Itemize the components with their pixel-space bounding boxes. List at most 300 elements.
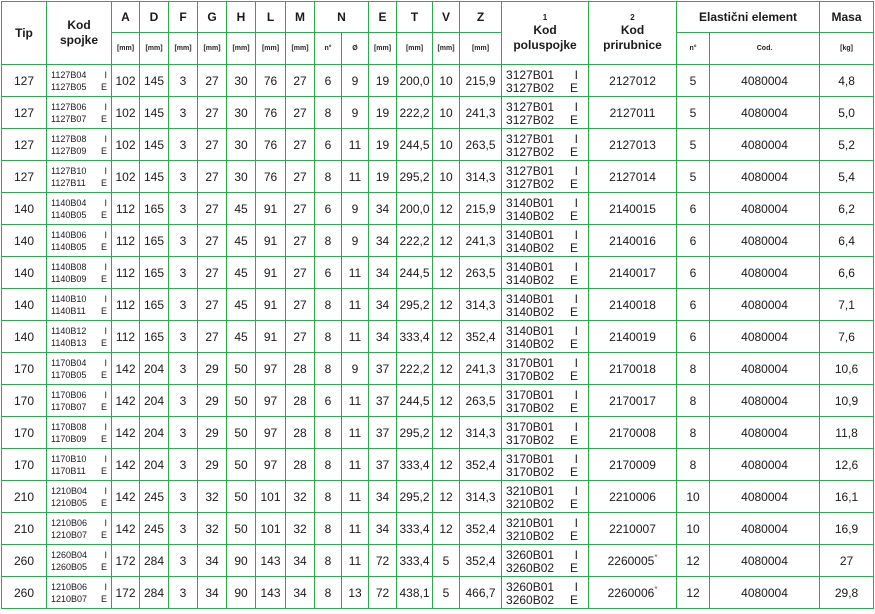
cell-z: 314,3 [460,417,502,449]
poluspojke-i-suffix: I [574,483,579,498]
cell-tip: 140 [2,289,47,321]
poluspojke-e-value: 3260B02 [506,592,555,607]
poluspojke-e-value: 3127B02 [506,144,555,159]
cell-t: 333,4 [397,321,433,353]
cell-elastic-code: 4080004 [710,513,820,545]
kod-spojke-line-i [51,421,111,433]
cell-z: 263,5 [460,129,502,161]
cell-z: 352,4 [460,545,502,577]
kod-spojke-e-value: 1170B05 [51,369,87,380]
cell-masa: 11,8 [820,417,874,449]
poluspojke-line-e [506,145,588,158]
poluspojke-line-e [506,593,588,606]
poluspojke-line-i [506,484,588,497]
cell-n: 6 [315,65,342,97]
poluspojke-line-e [506,401,588,414]
kod-spojke-e-suffix: E [100,305,107,316]
prirubnice-value: 2260006 [607,586,655,600]
cell-h: 50 [227,353,256,385]
cell-v: 12 [433,481,460,513]
cell-v: 12 [433,417,460,449]
cell-kod-poluspojke [502,545,589,577]
cell-h: 50 [227,417,256,449]
cell-l: 91 [256,193,286,225]
cell-kod-spojke [47,481,112,513]
units-row [2,33,874,65]
cell-e: 37 [369,353,397,385]
cell-z: 314,3 [460,481,502,513]
cell-tip: 127 [2,129,47,161]
kod-spojke-line-i [51,357,111,369]
unit-f: [mm] [169,33,198,65]
cell-kod-prirubnice [589,545,677,577]
kod-spojke-i-value: 1170B10 [51,453,87,464]
cell-l: 97 [256,417,286,449]
cell-kod-prirubnice [589,129,677,161]
poluspojke-i-suffix: I [574,259,579,274]
cell-z: 352,4 [460,449,502,481]
kod-spojke-e-value: 1170B09 [51,433,87,444]
col-v-header: V [433,2,460,33]
cell-n: 8 [315,577,342,609]
cell-o: 11 [342,385,369,417]
cell-z: 314,3 [460,289,502,321]
kod-spojke-i-value: 1127B08 [51,133,87,144]
kod-spojke-i-suffix: I [104,453,107,464]
poluspojke-line-e [506,561,588,574]
poluspojke-i-value: 3170B01 [506,355,555,370]
cell-n: 6 [315,257,342,289]
poluspojke-line-i [506,196,588,209]
poluspojke-line-i [506,68,588,81]
cell-kod-prirubnice [589,449,677,481]
cell-a: 102 [112,97,140,129]
prirubnice-value: 2140018 [609,298,656,312]
cell-kod-spojke [47,65,112,97]
cell-kod-prirubnice [589,65,677,97]
cell-masa: 16,9 [820,513,874,545]
poluspojke-line-e [506,113,588,126]
kod-spojke-line-e [51,337,111,349]
cell-d: 165 [140,321,169,353]
cell-g: 27 [198,129,227,161]
unit-n-count: n° [315,33,342,65]
cell-elastic-code: 4080004 [710,257,820,289]
kod-spojke-i-suffix: I [104,101,107,112]
prirubnice-value: 2140019 [609,330,656,344]
cell-l: 97 [256,353,286,385]
cell-tip: 260 [2,545,47,577]
kod-spojke-line-e [51,561,111,573]
kod-spojke-e-suffix: E [100,497,107,508]
table-row [2,417,874,449]
cell-z: 215,9 [460,65,502,97]
cell-kod-spojke [47,129,112,161]
cell-kod-poluspojke [502,65,589,97]
cell-elastic-code: 4080004 [710,161,820,193]
kod-spojke-i-value: 1127B06 [51,101,87,112]
cell-masa: 4,8 [820,65,874,97]
poluspojke-e-value: 3127B02 [506,112,555,127]
cell-elastic-code: 4080004 [710,225,820,257]
poluspojke-e-value: 3140B02 [506,240,555,255]
cell-m: 32 [286,481,315,513]
cell-e: 37 [369,385,397,417]
cell-a: 142 [112,385,140,417]
cell-m: 27 [286,129,315,161]
cell-o: 9 [342,65,369,97]
kod-spojke-e-value: 1140B05 [51,241,87,252]
cell-a: 112 [112,257,140,289]
cell-t: 244,5 [397,129,433,161]
cell-n: 8 [315,289,342,321]
kod-spojke-e-suffix: E [100,465,107,476]
cell-elastic-count: 6 [677,321,710,353]
prirubnice-value: 2170009 [609,458,656,472]
kod-spojke-i-value: 1140B08 [51,261,87,272]
poluspojke-e-suffix: E [570,336,579,351]
kod-spojke-i-value: 1260B04 [51,549,88,560]
poluspojke-e-suffix: E [570,368,579,383]
cell-elastic-count: 6 [677,193,710,225]
poluspojke-i-value: 3140B01 [506,195,555,210]
cell-g: 29 [198,449,227,481]
poluspojke-i-value: 3210B01 [506,483,555,498]
poluspojke-line-e [506,209,588,222]
coupling-spec-table [1,1,874,609]
cell-tip: 170 [2,449,47,481]
table-row [2,129,874,161]
poluspojke-i-value: 3127B01 [506,131,555,146]
unit-v: [mm] [433,33,460,65]
cell-h: 50 [227,481,256,513]
kod-spojke-line-i [51,325,111,337]
cell-kod-poluspojke [502,385,589,417]
cell-elastic-code: 4080004 [710,353,820,385]
cell-e: 34 [369,257,397,289]
cell-d: 145 [140,65,169,97]
kod-spojke-i-suffix: I [104,485,107,496]
kod-spojke-i-value: 1127B04 [51,69,87,80]
cell-t: 295,2 [397,289,433,321]
cell-f: 3 [169,353,198,385]
cell-masa: 16,1 [820,481,874,513]
poluspojke-e-suffix: E [570,432,579,447]
poluspojke-e-suffix: E [570,592,579,607]
cell-kod-spojke [47,289,112,321]
cell-a: 102 [112,129,140,161]
prirubnice-footnote-star: * [654,553,658,562]
unit-elastic-code: Cod. [710,33,820,65]
cell-g: 27 [198,161,227,193]
cell-v: 10 [433,97,460,129]
table-row [2,449,874,481]
table-row [2,577,874,609]
cell-v: 10 [433,129,460,161]
kod-spojke-line-i [51,101,111,113]
cell-t: 333,4 [397,545,433,577]
kod-spojke-e-suffix: E [100,337,107,348]
kod-spojke-line-e [51,145,111,157]
cell-f: 3 [169,129,198,161]
prirubnice-value: 2127011 [609,106,656,120]
kod-spojke-line-e [51,529,111,541]
poluspojke-line-e [506,369,588,382]
prirubnice-value: 2170018 [609,362,656,376]
cell-m: 27 [286,193,315,225]
cell-elastic-count: 6 [677,289,710,321]
cell-n: 8 [315,449,342,481]
poluspojke-e-value: 3170B02 [506,368,555,383]
kod-spojke-line-i [51,165,111,177]
kod-spojke-e-value: 1127B05 [51,81,87,92]
poluspojke-e-value: 3127B02 [506,80,555,95]
cell-l: 101 [256,481,286,513]
cell-kod-poluspojke [502,353,589,385]
cell-elastic-code: 4080004 [710,449,820,481]
kod-spojke-line-e [51,497,111,509]
cell-f: 3 [169,385,198,417]
kod-spojke-e-suffix: E [100,529,107,540]
unit-masa: [kg] [820,33,874,65]
poluspojke-e-value: 3140B02 [506,304,555,319]
kod-spojke-i-suffix: I [104,357,107,368]
poluspojke-i-value: 3127B01 [506,67,555,82]
poluspojke-line-e [506,497,588,510]
kod-spojke-i-value: 1210B06 [51,517,88,528]
cell-v: 5 [433,577,460,609]
cell-v: 12 [433,513,460,545]
kod-spojke-i-value: 1140B12 [51,325,87,336]
cell-masa: 10,6 [820,353,874,385]
kod-spojke-i-suffix: I [104,293,107,304]
poluspojke-line-e [506,465,588,478]
poluspojke-line-e [506,433,588,446]
cell-a: 142 [112,417,140,449]
cell-d: 284 [140,545,169,577]
prirubnice-value: 2127014 [609,170,656,184]
col-h-header: H [227,2,256,33]
cell-elastic-code: 4080004 [710,193,820,225]
poluspojke-e-value: 3260B02 [506,560,555,575]
cell-kod-spojke [47,577,112,609]
cell-elastic-count: 5 [677,97,710,129]
cell-tip: 260 [2,577,47,609]
poluspojke-line-i [506,132,588,145]
table-row [2,225,874,257]
kod-spojke-e-value: 1170B11 [51,465,86,476]
cell-kod-prirubnice [589,321,677,353]
cell-elastic-code: 4080004 [710,289,820,321]
cell-n: 8 [315,353,342,385]
prirubnice-value: 2140016 [609,234,656,248]
kod-spojke-e-value: 1127B07 [51,113,87,124]
cell-masa: 10,9 [820,385,874,417]
poluspojke-e-suffix: E [570,528,579,543]
kod-spojke-line-i [51,581,111,593]
prirubnice-value: 2127012 [609,74,656,88]
cell-m: 27 [286,225,315,257]
cell-f: 3 [169,321,198,353]
cell-kod-spojke [47,97,112,129]
kod-spojke-e-suffix: E [100,401,107,412]
cell-elastic-code: 4080004 [710,385,820,417]
kod-spojke-line-e [51,177,111,189]
table-row [2,289,874,321]
cell-v: 5 [433,545,460,577]
cell-tip: 210 [2,481,47,513]
cell-elastic-code: 4080004 [710,97,820,129]
cell-elastic-count: 12 [677,545,710,577]
poluspojke-e-value: 3140B02 [506,272,555,287]
cell-kod-prirubnice [589,385,677,417]
cell-masa: 29,8 [820,577,874,609]
cell-elastic-count: 6 [677,225,710,257]
cell-d: 284 [140,577,169,609]
cell-e: 37 [369,417,397,449]
poluspojke-i-value: 3140B01 [506,227,555,242]
cell-g: 27 [198,225,227,257]
kod-spojke-i-suffix: I [104,325,107,336]
cell-f: 3 [169,97,198,129]
kod-spojke-e-value: 1140B13 [51,337,87,348]
cell-t: 200,0 [397,65,433,97]
col-poluspojke-line1: Kod [533,23,557,37]
cell-g: 27 [198,193,227,225]
kod-spojke-e-suffix: E [100,593,107,604]
poluspojke-line-i [506,228,588,241]
unit-m: [mm] [286,33,315,65]
cell-masa: 5,4 [820,161,874,193]
cell-f: 3 [169,513,198,545]
col-kod-spojke-line2: spojke [59,33,98,47]
cell-a: 172 [112,577,140,609]
table-row [2,353,874,385]
cell-o: 11 [342,161,369,193]
poluspojke-e-suffix: E [570,304,579,319]
cell-kod-poluspojke [502,193,589,225]
prirubnice-value: 2210006 [609,490,656,504]
cell-elastic-code: 4080004 [710,545,820,577]
cell-o: 11 [342,545,369,577]
cell-f: 3 [169,481,198,513]
prirubnice-value: 2260005 [607,554,655,568]
cell-n: 8 [315,225,342,257]
cell-kod-spojke [47,385,112,417]
cell-e: 72 [369,577,397,609]
cell-kod-poluspojke [502,449,589,481]
prirubnice-footnote-star: * [654,585,658,594]
cell-o: 11 [342,481,369,513]
col-tip-header: Tip [2,2,47,65]
cell-m: 27 [286,257,315,289]
cell-e: 34 [369,225,397,257]
cell-tip: 127 [2,65,47,97]
poluspojke-i-suffix: I [574,419,579,434]
cell-a: 142 [112,513,140,545]
cell-elastic-count: 8 [677,449,710,481]
cell-t: 222,2 [397,225,433,257]
kod-spojke-i-suffix: I [104,389,107,400]
kod-spojke-i-value: 1140B04 [51,197,87,208]
kod-spojke-line-e [51,241,111,253]
cell-o: 9 [342,353,369,385]
cell-o: 11 [342,257,369,289]
cell-e: 19 [369,161,397,193]
poluspojke-i-value: 3140B01 [506,259,555,274]
cell-z: 241,3 [460,225,502,257]
poluspojke-i-suffix: I [574,195,579,210]
poluspojke-e-suffix: E [570,560,579,575]
poluspojke-i-suffix: I [574,579,579,594]
kod-spojke-e-suffix: E [100,177,107,188]
cell-d: 204 [140,385,169,417]
poluspojke-i-value: 3260B01 [506,579,555,594]
cell-kod-spojke [47,449,112,481]
cell-z: 241,3 [460,353,502,385]
kod-spojke-line-i [51,453,111,465]
cell-kod-prirubnice [589,97,677,129]
cell-v: 12 [433,225,460,257]
kod-spojke-line-i [51,485,111,497]
cell-l: 91 [256,289,286,321]
cell-a: 112 [112,289,140,321]
kod-spojke-e-value: 1170B07 [51,401,87,412]
cell-tip: 140 [2,257,47,289]
cell-o: 13 [342,577,369,609]
cell-m: 27 [286,97,315,129]
cell-f: 3 [169,161,198,193]
prirubnice-value: 2140015 [609,202,656,216]
cell-n: 8 [315,513,342,545]
cell-f: 3 [169,257,198,289]
cell-elastic-count: 5 [677,129,710,161]
cell-h: 45 [227,257,256,289]
cell-f: 3 [169,225,198,257]
poluspojke-i-value: 3127B01 [506,163,555,178]
cell-n: 8 [315,417,342,449]
poluspojke-line-e [506,529,588,542]
kod-spojke-i-value: 1170B08 [51,421,87,432]
cell-m: 32 [286,513,315,545]
kod-spojke-line-e [51,401,111,413]
cell-h: 30 [227,129,256,161]
cell-kod-poluspojke [502,225,589,257]
cell-t: 295,2 [397,161,433,193]
cell-g: 27 [198,321,227,353]
cell-v: 12 [433,353,460,385]
cell-d: 145 [140,129,169,161]
poluspojke-e-value: 3210B02 [506,496,555,511]
cell-h: 50 [227,513,256,545]
cell-kod-spojke [47,321,112,353]
cell-h: 45 [227,289,256,321]
kod-spojke-line-i [51,197,111,209]
cell-kod-prirubnice [589,481,677,513]
cell-g: 29 [198,385,227,417]
poluspojke-i-suffix: I [574,323,579,338]
col-prirubnice-note: 2 [630,13,635,22]
cell-kod-prirubnice [589,161,677,193]
cell-a: 102 [112,65,140,97]
cell-l: 76 [256,129,286,161]
poluspojke-line-e [506,305,588,318]
cell-elastic-code: 4080004 [710,321,820,353]
poluspojke-i-suffix: I [574,387,579,402]
cell-a: 112 [112,193,140,225]
poluspojke-i-suffix: I [574,131,579,146]
cell-h: 50 [227,449,256,481]
